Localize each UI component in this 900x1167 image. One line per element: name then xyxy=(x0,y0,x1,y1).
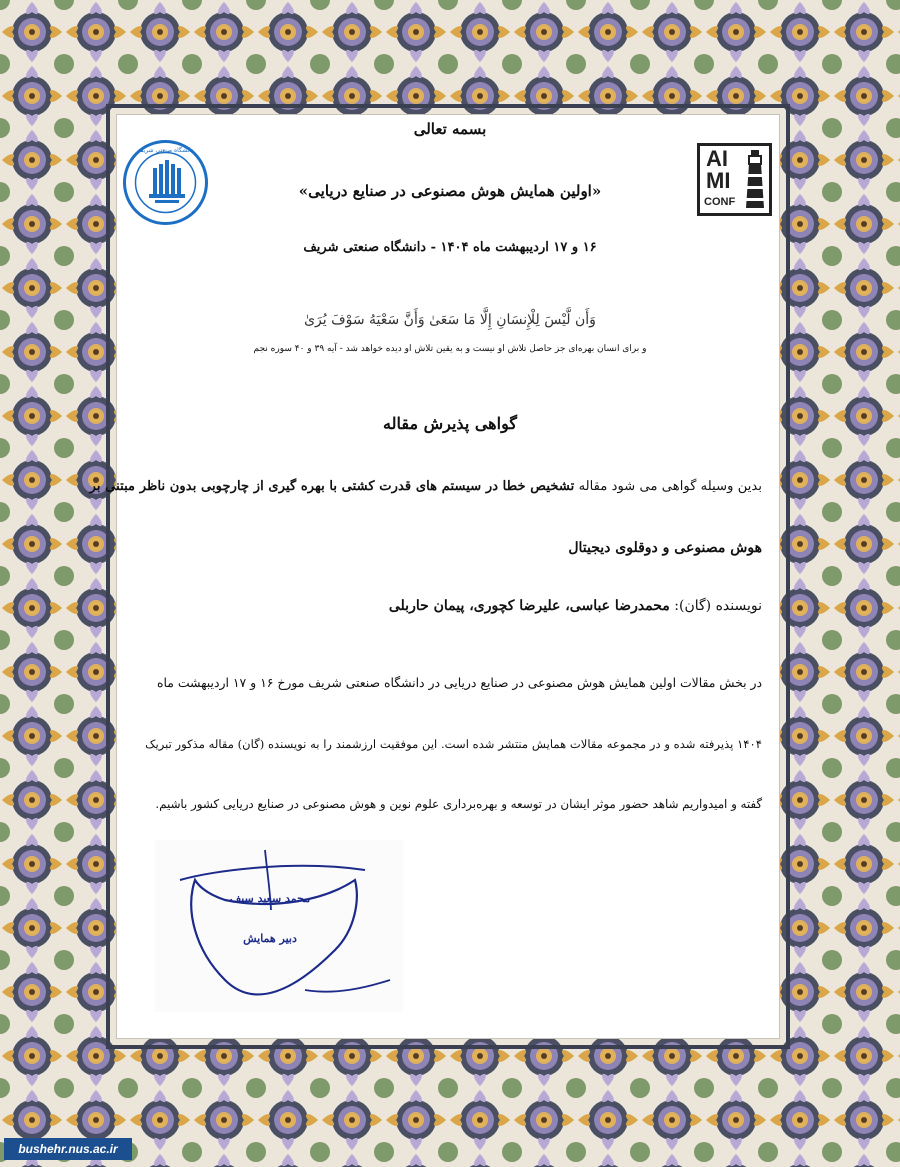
university-logo-text: دانشگاه صنعتی شریف xyxy=(137,147,194,154)
paper-intro-line xyxy=(89,479,762,494)
conference-logo-line3: CONF xyxy=(704,196,736,208)
bismillah: بسمه تعالی xyxy=(413,120,487,138)
body-line-2: ۱۴۰۴ پذیرفته شده و در مجموعه مقالات همایش منتشر شده است. این موفقیت ارزشمند را به نویسنده (گان) مقاله مذکور تبریک xyxy=(145,737,762,751)
body-line-3: گفته و امیدواریم شاهد حضور موثر ایشان در توسعه و بهره‌برداری علوم نوین و هوش مصنوعی در صنایع دریایی کشور باشیم. xyxy=(155,797,762,811)
signatory-role: دبیر همایش xyxy=(243,932,297,945)
quran-verse: وَأَن لَّيْسَ لِلْإِنسَانِ إِلَّا مَا سَعَىٰ وَأَنَّ سَعْيَهُ سَوْفَ يُرَىٰ xyxy=(304,312,596,328)
body-line-1: در بخش مقالات اولین همایش هوش مصنوعی در صنایع دریایی در دانشگاه صنعتی شریف مورخ ۱۶ و ۱۷ اردیبهشت ماه xyxy=(157,675,762,690)
certificate-title: گواهی پذیرش مقاله xyxy=(383,414,517,433)
event-title: «اولین همایش هوش مصنوعی در صنایع دریایی» xyxy=(298,182,602,200)
authors-line xyxy=(122,598,762,614)
signature-scribble xyxy=(155,840,403,1012)
authors-label: نویسنده (گان): xyxy=(674,598,762,614)
conference-logo-line2: MI xyxy=(706,168,731,193)
event-date: ۱۶ و ۱۷ اردیبهشت ماه ۱۴۰۴ - دانشگاه صنعتی شریف xyxy=(303,240,597,255)
conference-logo xyxy=(697,143,772,216)
university-logo xyxy=(123,140,208,225)
conference-logo-line1: AI xyxy=(706,146,728,171)
signature-block xyxy=(155,840,403,1012)
paper-title-line2: هوش مصنوعی و دوقلوی دیجیتال xyxy=(568,540,762,556)
site-watermark: bushehr.nus.ac.ir xyxy=(4,1138,132,1160)
paper-intro-prefix: بدین وسیله گواهی می شود مقاله xyxy=(578,479,762,494)
authors-names: محمدرضا عباسی، علیرضا کچوری، پیمان حاربلی xyxy=(388,598,670,614)
signatory-name: محمد سعید سیف xyxy=(229,892,311,905)
paper-title-line1: تشخیص خطا در سیستم های قدرت کشتی با بهره گیری از چارچوبی بدون ناظر مبتنی بر xyxy=(89,479,575,494)
lighthouse-icon xyxy=(744,150,766,210)
verse-translation: و برای انسان بهره‌ای جز حاصل تلاش او نیست و به یقین تلاش او دیده خواهد شد - آیه ۳۹ و ۴۰ سوره نجم xyxy=(253,344,647,354)
